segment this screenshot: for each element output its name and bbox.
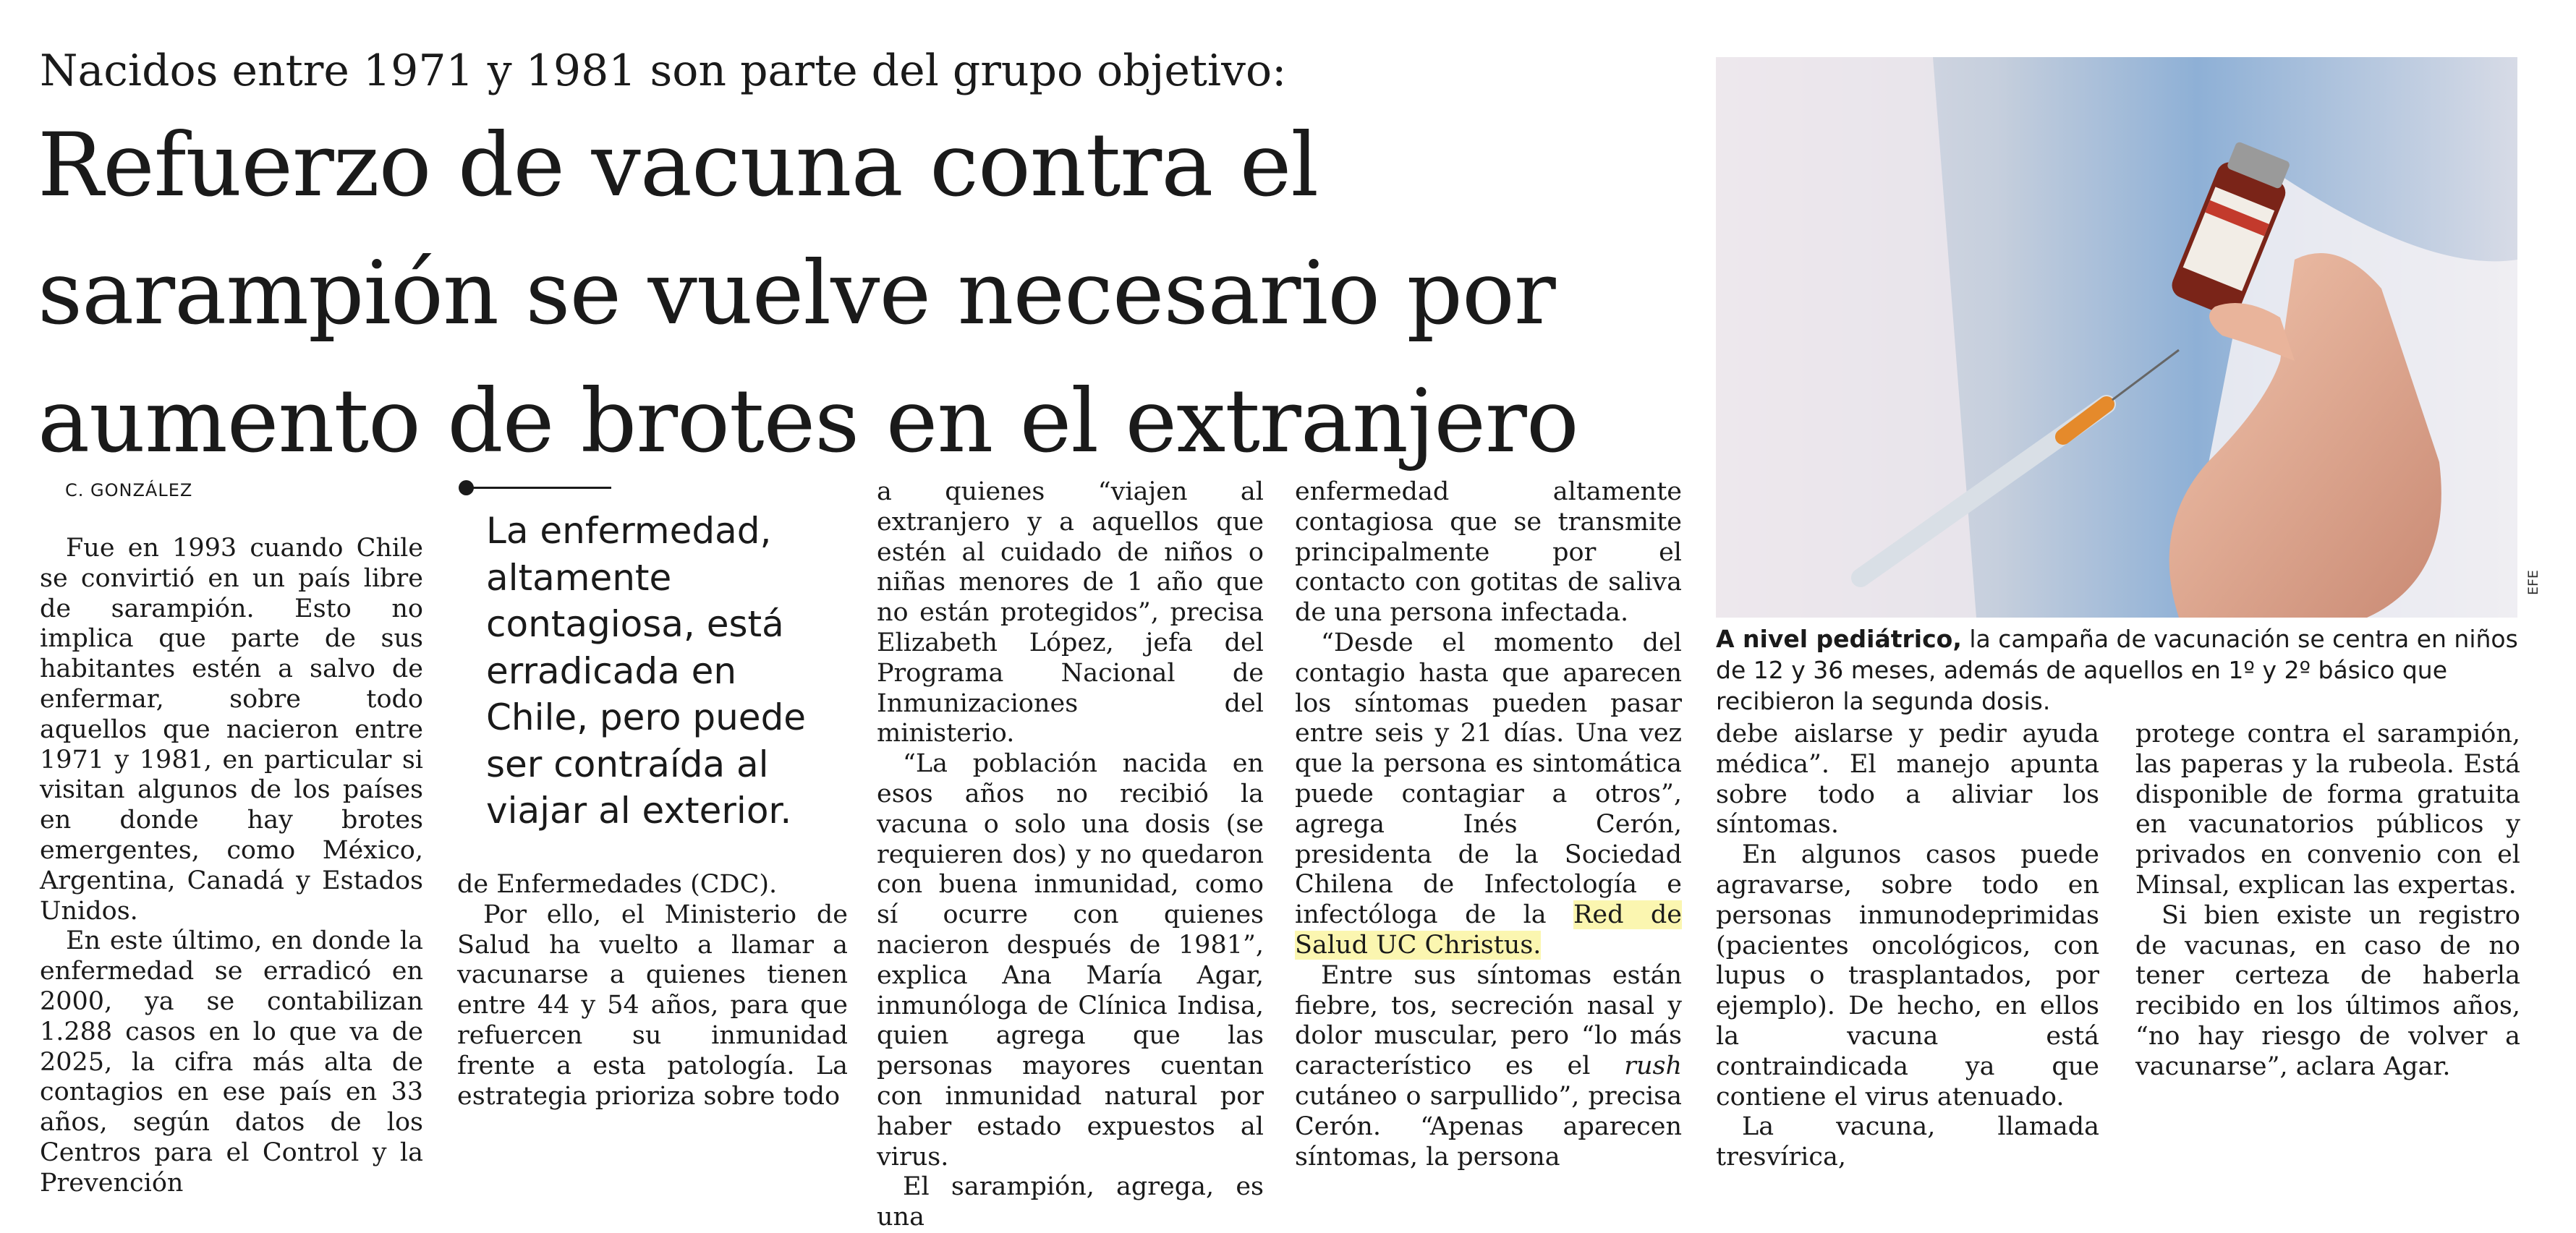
pullquote-line: altamente [486,556,672,599]
photo-caption [1716,623,2519,717]
paragraph: En algunos casos puede agravarse, sobre todo en personas inmunodeprimidas (pacientes oncológicos, con lupus o trasplantados, por ejemplo). De hecho, en ellos la vacuna está contraindicada ya que contiene el virus atenuado. [1716,840,2099,1112]
pullquote-line: erradicada en [486,649,737,692]
body-column-2 [457,870,848,1112]
paragraph: “Desde el momento del contagio hasta que aparecen los síntomas pueden pasar entre seis y 21 días. Una vez que la persona es sintomática puede contagiar a otros”, agrega Inés Cerón, presidenta de la Sociedad Chilena de Infectología e infectóloga de la Red de Salud UC Christus. [1295,628,1683,960]
body-column-4 [1295,477,1682,1172]
paragraph: debe aislarse y pedir ayuda médica”. El manejo apunta sobre todo a aliviar los síntomas. [1716,720,2099,840]
headline [38,101,1701,485]
body-column-3 [877,477,1264,1233]
paragraph: de Enfermedades (CDC). [457,870,778,899]
body-column-1 [40,534,423,1199]
paragraph: Si bien existe un registro de vacunas, en caso de no tener certeza de haberla recibido en los últimos años, “no hay riesgo de volver a vacunarse”, aclara Agar. [2135,900,2520,1081]
pullquote-line: La enfermedad, [486,510,772,552]
pullquote-line: viajar al exterior. [486,790,792,832]
headline-line-2: sarampión se vuelve necesario por [38,242,1555,344]
pullquote-line: Chile, pero puede [486,696,807,738]
byline: C. GONZÁLEZ [65,480,193,500]
caption-text: la campaña de vacunación se centra en niños de 12 y 36 meses, además de aquellos en 1º y 2º básico que recibieron la segunda dosis. [1716,625,2518,715]
highlighted-text: Red de Salud UC Christus. [1295,900,1683,960]
paragraph: Por ello, el Ministerio de Salud ha vuelto a llamar a vacunarse a quienes tienen entre 44 y 54 años, para que refuercen su inmunidad frente a esta patología. La estrategia prioriza sobre todo [457,900,848,1111]
paragraph: La vacuna, llamada tresvírica, [1716,1112,2099,1172]
kicker: Nacidos entre 1971 y 1981 son parte del grupo objetivo: [40,46,1287,96]
paragraph: protege contra el sarampión, las paperas y la rubeola. Está disponible de forma gratuita en vacunatorios públicos y privados en convenio con el Minsal, explican las expertas. [2135,720,2520,900]
body-column-5 [1716,720,2099,1173]
photo-credit: EFE [2525,570,2541,595]
headline-line-3: aumento de brotes en el extranjero [38,370,1578,472]
caption-bold: A nivel pediátrico, [1716,625,1962,653]
paragraph: En este último, en donde la enfermedad se erradicó en 2000, ya se contabilizan 1.288 casos en lo que va de 2025, la cifra más alta de contagios en ese país en 33 años, según datos de los Centros para el Control y la Prevención [40,926,423,1198]
pullquote [486,508,826,835]
paragraph: Entre sus síntomas están fiebre, tos, secreción nasal y dolor muscular, pero “lo más característico es el rush cutáneo o sarpullido”, precisa Cerón. “Apenas aparecen síntomas, la persona [1295,960,1682,1172]
headline-line-1: Refuerzo de vacuna contra el [38,114,1319,216]
paragraph: enfermedad altamente contagiosa que se transmite principalmente por el contacto con gotitas de saliva de una persona infectada. [1295,477,1682,628]
pullquote-line: contagiosa, está [486,603,784,645]
paragraph: Fue en 1993 cuando Chile se convirtió en un país libre de sarampión. Esto no implica que parte de sus habitantes estén a salvo de enfermar, sobre todo aquellos que nacieron entre 1971 y 1981, en particular si visitan algunos de los países en donde hay brotes emergentes, como México, Argentina, Canadá y Estados Unidos. [40,534,423,926]
body-column-6 [2135,720,2520,1083]
vaccine-photo [1716,57,2517,618]
paragraph: El sarampión, agrega, es una [877,1172,1264,1232]
pullquote-line: ser contraída al [486,743,769,785]
paragraph: a quienes “viajen al extranjero y a aquellos que estén al cuidado de niños o niñas menores de 1 año que no están protegidos”, precisa Elizabeth López, jefa del Programa Nacional de Inmunizaciones del ministerio. [877,477,1264,748]
paragraph: “La población nacida en esos años no recibió la vacuna o solo una dosis (se requieren dos) y no quedaron con buena inmunidad, como sí ocurre con quienes nacieron después de 1981”, explica Ana María Agar, inmunóloga de Clínica Indisa, quien agrega que las personas mayores cuentan con inmunidad natural por haber estado expuestos al virus. [877,749,1264,1172]
pullquote-rule [467,487,611,489]
